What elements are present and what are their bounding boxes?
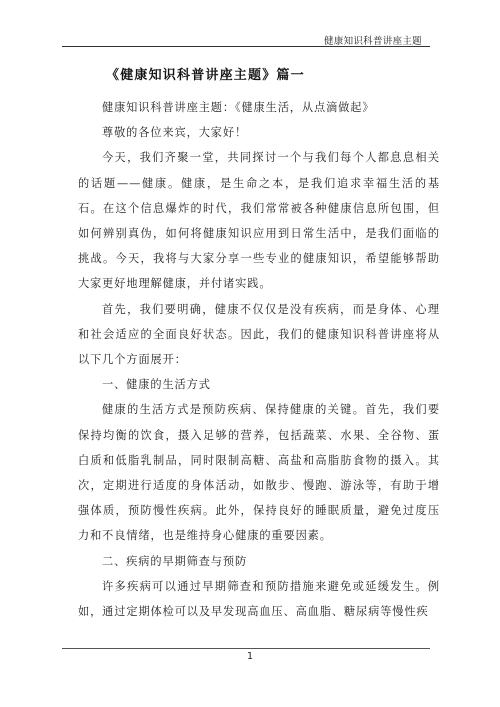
document-body — [78, 95, 440, 624]
document-title: 《健康知识科普讲座主题》篇一 — [106, 68, 305, 83]
paragraph-lifestyle: 健康的生活方式是预防疾病、保持健康的关键。首先，我们要保持均衡的饮食，摄入足够的营养，包括蔬菜、水果、全谷物、蛋白质和低脂乳制品，同时限制高糖、高盐和高脂肪食物的摄入。其次，定期进行适度的身体活动，如散步、慢跑、游泳等，有助于增强体质，预防慢性疾病。此外，保持良好的睡眠质量，避免过度压力和不良情绪，也是维持身心健康的重要因素。 — [78, 403, 440, 543]
paragraph-subtitle: 健康知识科普讲座主题：《健康生活，从点滴做起》 — [102, 101, 375, 114]
header-divider — [62, 46, 430, 47]
paragraph-intro: 今天，我们齐聚一堂，共同探讨一个与我们每个人都息息相关的话题——健康。健康，是生命之本，是我们追求幸福生活的基石。在这个信息爆炸的时代，我们常常被各种健康信息所包围，但如何辨别真伪，如何将健康知识应用到日常生活中，是我们面临的挑战。今天，我将与大家分享一些专业的健康知识，希望能够帮助大家更好地理解健康，并付诸实践。 — [78, 151, 440, 291]
paragraph-screening: 许多疾病可以通过早期筛查和预防措施来避免或延缓发生。例如，通过定期体检可以及早发现高血压、高血脂、糖尿病等慢性疾 — [78, 579, 440, 619]
running-header: 健康知识科普讲座主题 — [323, 36, 422, 47]
paragraph-definition: 首先，我们要明确，健康不仅仅是没有疾病，而是身体、心理和社会适应的全面良好状态。因此，我们的健康知识科普讲座将从以下几个方面展开： — [78, 302, 440, 367]
section-heading-screening: 二、疾病的早期筛查与预防 — [102, 554, 248, 568]
section-heading-lifestyle: 一、健康的生活方式 — [102, 378, 211, 392]
footer-divider — [62, 648, 430, 649]
paragraph-greeting: 尊敬的各位来宾，大家好！ — [102, 126, 248, 140]
page-number: 1 — [246, 651, 254, 662]
